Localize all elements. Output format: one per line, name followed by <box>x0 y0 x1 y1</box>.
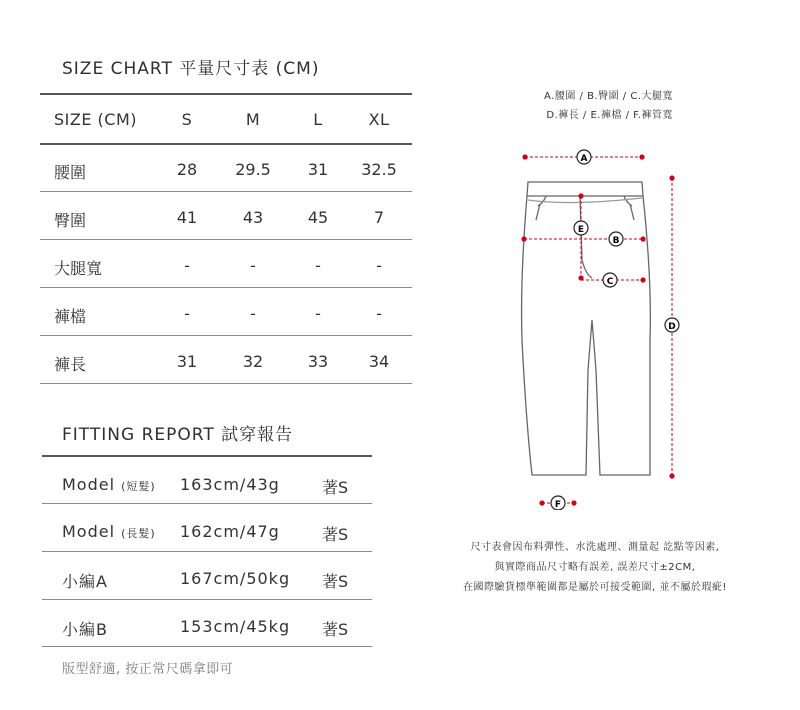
measure-e-rise <box>574 193 588 280</box>
pants-measurement-diagram <box>500 140 700 510</box>
table-top-rule <box>42 455 372 457</box>
marker-f-label: F <box>554 500 562 510</box>
cell-value: 32.5 <box>361 160 397 179</box>
measure-a-waist <box>522 150 644 164</box>
row-divider <box>40 383 412 384</box>
fit-row-name: 小編B <box>62 620 108 639</box>
row-divider <box>40 191 412 192</box>
cell-value: - <box>250 256 256 275</box>
disclaimer-line: 在國際驗貨標準範圍都是屬於可接受範圍, 並不屬於瑕疵! <box>463 582 727 593</box>
legend-line: D.褲長 / E.褲檔 / F.褲管寬 <box>546 110 673 121</box>
cell-value: 45 <box>307 208 329 227</box>
size-header-m: M <box>245 110 261 129</box>
row-divider <box>40 287 412 288</box>
size-header-label: SIZE (CM) <box>54 110 137 129</box>
measurement-disclaimer <box>410 538 780 598</box>
marker-e-label: E <box>577 225 585 235</box>
row-divider <box>40 239 412 240</box>
size-header-xl: XL <box>368 110 390 129</box>
cell-value: 43 <box>242 208 264 227</box>
measure-f-leg-opening <box>539 496 576 510</box>
size-header-l: L <box>313 110 323 129</box>
fit-row-size: 著S <box>322 620 349 639</box>
cell-value: - <box>315 256 321 275</box>
cell-value: 29.5 <box>235 160 271 179</box>
fit-row-name: Model (長髮) <box>62 522 156 541</box>
size-chart-title: SIZE CHART 平量尺寸表 (CM) <box>62 59 320 79</box>
fit-note: 版型舒適, 按正常尺碼拿即可 <box>62 662 234 677</box>
cell-value: 41 <box>176 208 198 227</box>
cell-value: 31 <box>307 160 329 179</box>
cell-value: - <box>376 256 382 275</box>
row-label-hip: 臀圍 <box>54 211 87 230</box>
cell-value: - <box>184 304 190 323</box>
disclaimer-line: 與實際商品尺寸略有誤差, 誤差尺寸±2CM, <box>494 562 696 573</box>
cell-value: - <box>315 304 321 323</box>
cell-value: - <box>184 256 190 275</box>
fitting-report-title: FITTING REPORT 試穿報告 <box>62 425 294 445</box>
marker-d-label: D <box>668 322 676 332</box>
measure-c-thigh <box>581 273 646 287</box>
marker-a-label: A <box>580 154 588 164</box>
cell-value: 32 <box>242 352 264 371</box>
fit-row-measure: 167cm/50kg <box>180 569 291 588</box>
cell-value: 28 <box>176 160 198 179</box>
fit-row-size: 著S <box>322 572 349 591</box>
fit-row-name: Model (短髮) <box>62 475 156 494</box>
row-divider <box>42 599 372 600</box>
fit-row-size: 著S <box>322 478 349 497</box>
cell-value: 33 <box>307 352 329 371</box>
fit-row-measure: 163cm/43g <box>180 475 280 494</box>
size-header-s: S <box>181 110 193 129</box>
measure-d-length <box>665 175 679 478</box>
disclaimer-line: 尺寸表會因布料彈性、水洗處理、測量起 訖點等因素, <box>470 542 720 553</box>
marker-c-label: C <box>606 277 614 287</box>
measurement-legend <box>544 87 673 125</box>
row-label-rise: 褲檔 <box>54 307 87 326</box>
row-label-thigh: 大腿寬 <box>54 259 103 278</box>
cell-value: - <box>250 304 256 323</box>
row-label-length: 褲長 <box>54 355 87 374</box>
row-divider <box>40 335 412 336</box>
cell-value: 34 <box>368 352 390 371</box>
fit-row-measure: 153cm/45kg <box>180 617 291 636</box>
row-divider <box>42 503 372 504</box>
fit-row-size: 著S <box>322 525 349 544</box>
row-label-waist: 腰圍 <box>54 163 87 182</box>
table-top-rule <box>40 93 412 95</box>
row-divider <box>42 646 372 647</box>
cell-value: - <box>376 304 382 323</box>
row-divider <box>42 551 372 552</box>
fit-row-name: 小編A <box>62 572 108 591</box>
marker-b-label: B <box>612 236 620 246</box>
table-header-rule <box>40 143 412 145</box>
cell-value: 31 <box>176 352 198 371</box>
cell-value: 7 <box>373 208 385 227</box>
fit-row-measure: 162cm/47g <box>180 522 280 541</box>
legend-line: A.腰圍 / B.臀圍 / C.大腿寬 <box>544 91 673 102</box>
